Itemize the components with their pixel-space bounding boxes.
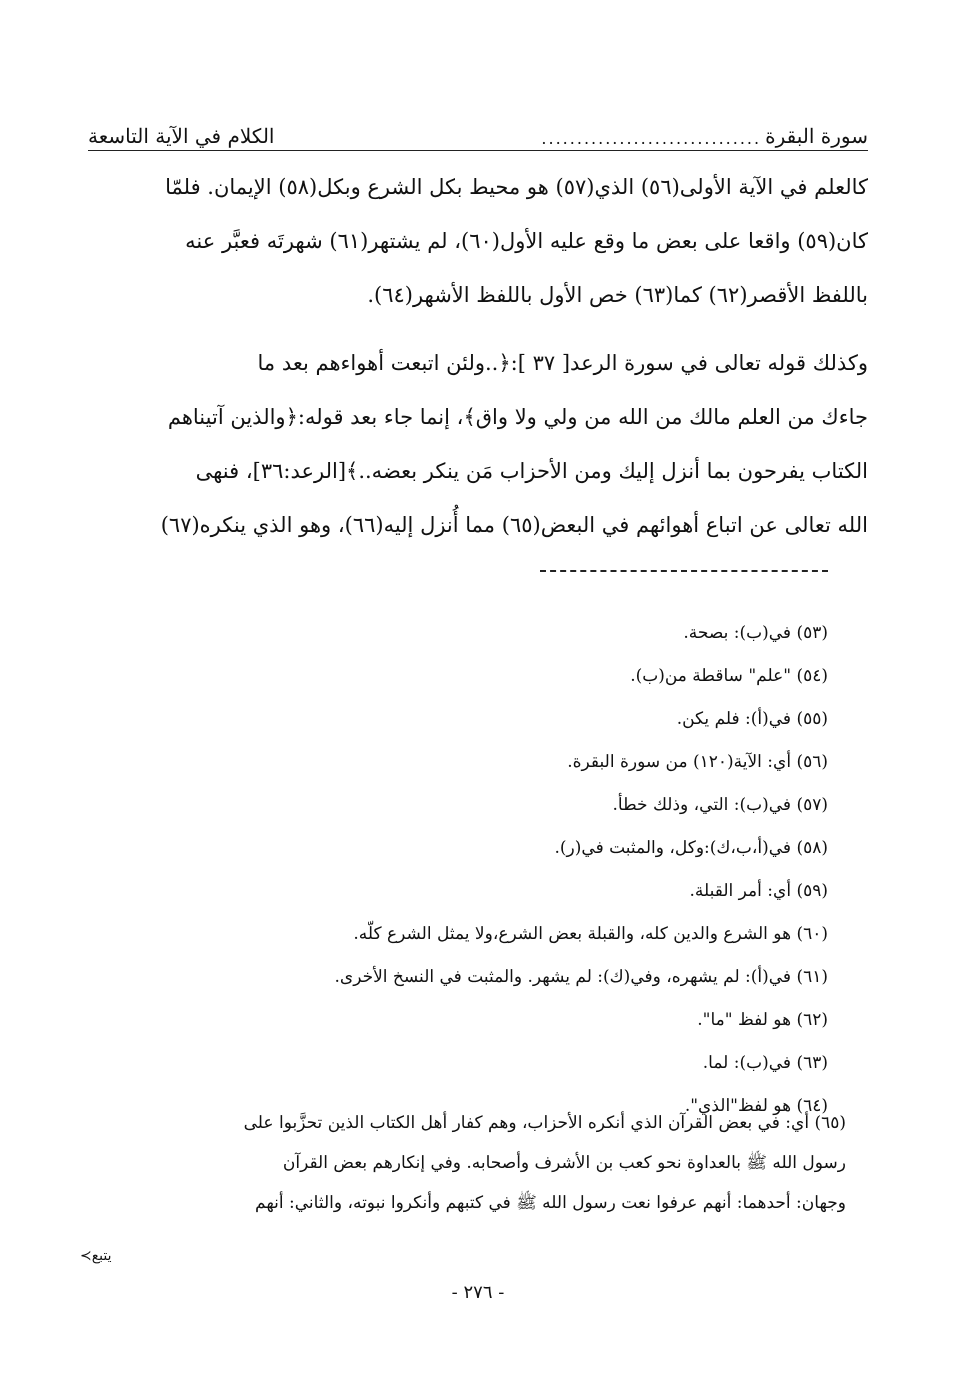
footnote: (٦٤) هو لفظ"الذي".: [684, 1096, 828, 1116]
footnote: (٥٥) في(أ): فلم يكن.: [676, 709, 828, 729]
main-text: [88, 160, 868, 552]
footnote: (٦٠) هو الشرع والدين كله، والقبلة بعض الشرع،ولا يمثل الشرع كلّه.: [353, 924, 828, 944]
text-line: الكتاب يفرحون بما أنزل إليك ومن الأحزاب مَن ينكر بعضه..﴾[الرعد:٣٦]، فنهى: [195, 459, 868, 483]
header-rule: [88, 150, 868, 151]
footnote: (٥٤) "علم" ساقطة من(ب).: [630, 666, 828, 686]
footnote: (٦١) في(أ): لم يشهره، وفي(ك): لم يشهر. والمثبت في النسخ الأخرى.: [334, 967, 828, 987]
header-leader-dots: ...............................: [541, 130, 762, 148]
footnote: (٥٧) في(ب): التي، وذلك خطأ.: [612, 795, 828, 815]
footnote: (٥٨) في(أ،ب،ك):وكل، والمثبت في(ر).: [554, 838, 828, 858]
footnote: (٦٢) هو لفظ "ما".: [697, 1010, 828, 1030]
footnote: (٥٣) في(ب): بصحة.: [683, 623, 828, 643]
text-line: باللفظ الأقصر(٦٢) كما(٦٣) خص الأول باللفظ الأشهر(٦٤).: [367, 283, 868, 307]
footnote-list: [84, 612, 828, 1128]
footnote: (٥٩) أي: أمر القبلة.: [689, 881, 828, 901]
footnote-separator: [540, 570, 828, 572]
footnote: (٦٣) في(ب): لما.: [702, 1053, 828, 1073]
continues-marker: يتبع≻: [80, 1248, 112, 1264]
text-line: وكذلك قوله تعالى في سورة الرعد[ ٣٧ ]:﴿..ولئن اتبعت أهواءهم بعد ما: [257, 351, 868, 375]
header-chapter: سورة البقرة: [765, 124, 868, 148]
header-section: الكلام في الآية التاسعة: [88, 124, 275, 148]
text-line: الله تعالى عن اتباع أهوائهم في البعض(٦٥) مما أُنزل إليه(٦٦)، وهو الذي ينكره(٦٧): [160, 513, 868, 537]
footnote: (٥٦) أي: الآية(١٢٠) من سورة البقرة.: [567, 752, 828, 772]
text-line: كالعلم في الآية الأولى(٥٦) الذي(٥٧) هو محيط بكل الشرع وبكل(٥٨) الإيمان. فلمّا: [165, 175, 868, 199]
footnote-line: وجهان: أحدهما: أنهم عرفوا نعت رسول الله ﷺ في كتبهم وأنكروا نبوته، والثاني: أنهم: [255, 1193, 846, 1213]
footnote-line: رسول الله ﷺ بالعداوة نحو كعب بن الأشرف وأصحابه. وفي إنكارهم بعض القرآن: [282, 1153, 846, 1173]
footnote-line: (٦٥) أي: في بعض القرآن الذي أنكره الأحزاب، وهم كفار أهل الكتاب الذين تحزَّبوا على: [243, 1113, 846, 1133]
paragraph: [88, 160, 868, 322]
text-line: كان(٥٩) واقعا على بعض ما وقع عليه الأول(٦٠)، لم يشتهر(٦١) شهرتَه فعبَّر عنه: [185, 229, 868, 253]
footnote-long: [84, 1103, 846, 1223]
page-number: - ٢٧٦ -: [451, 1282, 505, 1303]
paragraph: [88, 336, 868, 552]
text-line: جاءك من العلم مالك من الله من ولي ولا واق﴾، إنما جاء بعد قوله:﴿والذين آتيناهم: [167, 405, 868, 429]
running-header: [88, 114, 868, 148]
